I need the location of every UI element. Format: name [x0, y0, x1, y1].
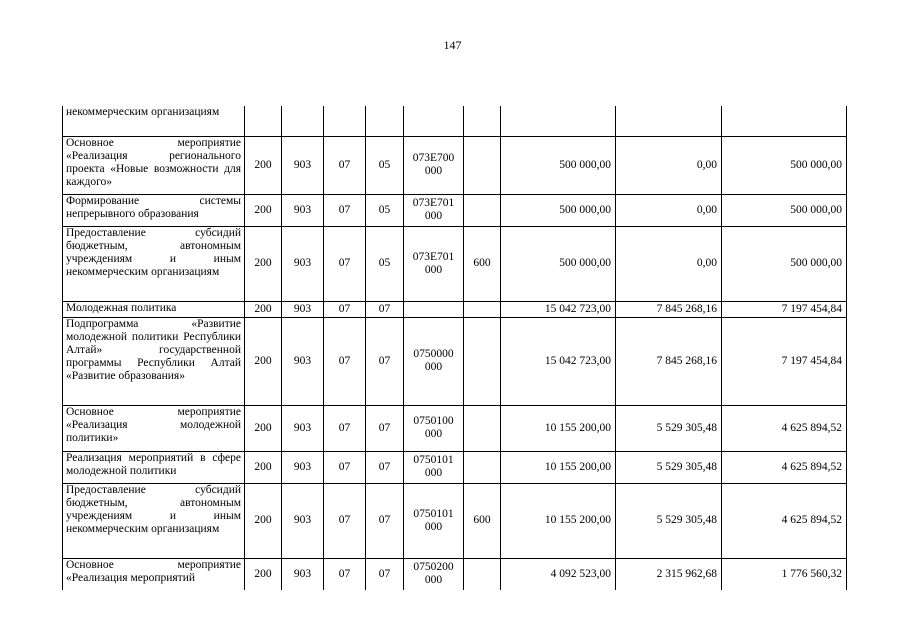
expense-type-code [464, 405, 501, 451]
plan-amount: 10 155 200,00 [501, 483, 616, 558]
target-article-code [404, 106, 464, 136]
plan-amount: 4 092 523,00 [501, 558, 616, 590]
executed-amount: 5 529 305,48 [616, 405, 722, 451]
target-article-code: 0750100 000 [404, 405, 464, 451]
subsection-code: 05 [366, 136, 404, 194]
budget-table [62, 106, 847, 590]
ministry-code: 903 [282, 451, 324, 483]
ministry-code: 903 [282, 301, 324, 317]
subsection-code: 07 [366, 301, 404, 317]
remainder-amount: 500 000,00 [722, 136, 847, 194]
section-code: 07 [324, 558, 366, 590]
table-row [63, 301, 847, 317]
row-name: Основное мероприятие «Реализация мероприятий [63, 558, 245, 590]
ministry-code: 903 [282, 317, 324, 405]
executed-amount: 7 845 268,16 [616, 301, 722, 317]
row-name: некоммерческим организациям [63, 106, 245, 136]
expense-type-code [464, 558, 501, 590]
plan-amount: 15 042 723,00 [501, 317, 616, 405]
admin-code [245, 106, 282, 136]
row-name: Основное мероприятие «Реализация регионального проекта «Новые возможности для каждого» [63, 136, 245, 194]
table-row [63, 136, 847, 194]
ministry-code: 903 [282, 136, 324, 194]
remainder-amount: 7 197 454,84 [722, 301, 847, 317]
executed-amount: 5 529 305,48 [616, 451, 722, 483]
remainder-amount [722, 106, 847, 136]
subsection-code: 07 [366, 451, 404, 483]
section-code: 07 [324, 301, 366, 317]
executed-amount [616, 106, 722, 136]
ministry-code: 903 [282, 405, 324, 451]
section-code [324, 106, 366, 136]
target-article-code: 073Е701 000 [404, 226, 464, 301]
subsection-code: 05 [366, 194, 404, 226]
plan-amount: 10 155 200,00 [501, 451, 616, 483]
remainder-amount: 1 776 560,32 [722, 558, 847, 590]
expense-type-code [464, 301, 501, 317]
target-article-code: 0750200 000 [404, 558, 464, 590]
expense-type-code: 600 [464, 483, 501, 558]
table-row [63, 194, 847, 226]
subsection-code: 07 [366, 483, 404, 558]
section-code: 07 [324, 405, 366, 451]
row-name: Формирование системы непрерывного образования [63, 194, 245, 226]
expense-type-code [464, 136, 501, 194]
section-code: 07 [324, 226, 366, 301]
remainder-amount: 4 625 894,52 [722, 483, 847, 558]
admin-code: 200 [245, 301, 282, 317]
table-row [63, 405, 847, 451]
section-code: 07 [324, 194, 366, 226]
table-row [63, 226, 847, 301]
admin-code: 200 [245, 405, 282, 451]
expense-type-code [464, 317, 501, 405]
subsection-code: 05 [366, 226, 404, 301]
executed-amount: 7 845 268,16 [616, 317, 722, 405]
target-article-code: 0750101 000 [404, 451, 464, 483]
row-name: Подпрограмма «Развитие молодежной политики Республики Алтай» государственной программы Республики Алтай «Развитие образования» [63, 317, 245, 405]
admin-code: 200 [245, 136, 282, 194]
plan-amount: 15 042 723,00 [501, 301, 616, 317]
executed-amount: 0,00 [616, 194, 722, 226]
plan-amount [501, 106, 616, 136]
remainder-amount: 7 197 454,84 [722, 317, 847, 405]
row-name: Реализация мероприятий в сфере молодежной политики [63, 451, 245, 483]
section-code: 07 [324, 317, 366, 405]
table-row [63, 106, 847, 136]
subsection-code: 07 [366, 405, 404, 451]
subsection-code [366, 106, 404, 136]
table-row [63, 317, 847, 405]
table-body [63, 106, 847, 590]
section-code: 07 [324, 136, 366, 194]
admin-code: 200 [245, 451, 282, 483]
remainder-amount: 500 000,00 [722, 226, 847, 301]
target-article-code: 0750000 000 [404, 317, 464, 405]
row-name: Предоставление субсидий бюджетным, автономным учреждениям и иным некоммерческим организациям [63, 483, 245, 558]
remainder-amount: 500 000,00 [722, 194, 847, 226]
ministry-code [282, 106, 324, 136]
remainder-amount: 4 625 894,52 [722, 451, 847, 483]
expense-type-code [464, 451, 501, 483]
ministry-code: 903 [282, 483, 324, 558]
row-name: Основное мероприятие «Реализация молодежной политики» [63, 405, 245, 451]
ministry-code: 903 [282, 194, 324, 226]
expense-type-code [464, 194, 501, 226]
plan-amount: 10 155 200,00 [501, 405, 616, 451]
executed-amount: 2 315 962,68 [616, 558, 722, 590]
plan-amount: 500 000,00 [501, 136, 616, 194]
plan-amount: 500 000,00 [501, 194, 616, 226]
remainder-amount: 4 625 894,52 [722, 405, 847, 451]
table-row [63, 558, 847, 590]
executed-amount: 0,00 [616, 226, 722, 301]
subsection-code: 07 [366, 558, 404, 590]
admin-code: 200 [245, 483, 282, 558]
target-article-code [404, 301, 464, 317]
admin-code: 200 [245, 194, 282, 226]
target-article-code: 0750101 000 [404, 483, 464, 558]
table-row [63, 483, 847, 558]
ministry-code: 903 [282, 558, 324, 590]
plan-amount: 500 000,00 [501, 226, 616, 301]
target-article-code: 073Е700 000 [404, 136, 464, 194]
executed-amount: 0,00 [616, 136, 722, 194]
executed-amount: 5 529 305,48 [616, 483, 722, 558]
ministry-code: 903 [282, 226, 324, 301]
section-code: 07 [324, 451, 366, 483]
section-code: 07 [324, 483, 366, 558]
admin-code: 200 [245, 317, 282, 405]
admin-code: 200 [245, 226, 282, 301]
page-number: 147 [443, 38, 462, 52]
table-row [63, 451, 847, 483]
admin-code: 200 [245, 558, 282, 590]
row-name: Предоставление субсидий бюджетным, автономным учреждениям и иным некоммерческим организациям [63, 226, 245, 301]
subsection-code: 07 [366, 317, 404, 405]
row-name: Молодежная политика [63, 301, 245, 317]
expense-type-code: 600 [464, 226, 501, 301]
target-article-code: 073Е701 000 [404, 194, 464, 226]
expense-type-code [464, 106, 501, 136]
